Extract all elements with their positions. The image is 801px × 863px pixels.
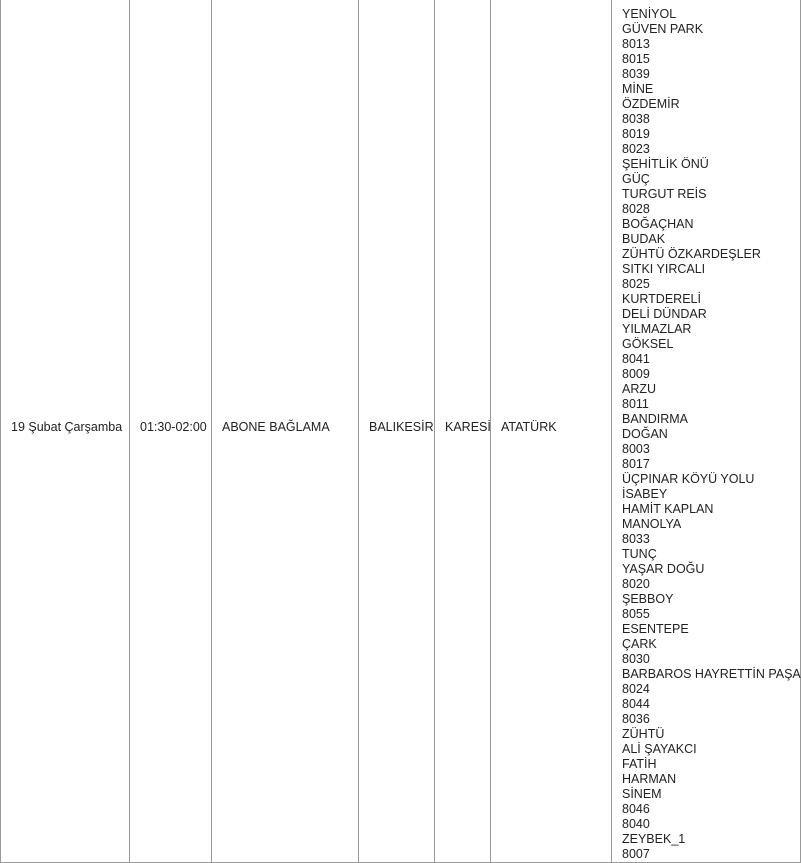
street-item: BARBAROS HAYRETTİN PAŞA	[622, 667, 801, 681]
street-item: ŞEHİTLİK ÖNÜ	[622, 157, 709, 171]
street-item: 8020	[622, 577, 650, 591]
street-item: TUNÇ	[622, 547, 657, 561]
street-item: 8039	[622, 67, 650, 81]
street-item: 8025	[622, 277, 650, 291]
street-item: GÜVEN PARK	[622, 22, 704, 36]
street-item: 8038	[622, 112, 650, 126]
street-item: 8055	[622, 607, 650, 621]
street-item: GÖKSEL	[622, 337, 674, 351]
street-item: ARZU	[622, 382, 657, 396]
street-item: ZEYBEK_1	[622, 832, 686, 846]
street-item: YAŞAR DOĞU	[622, 562, 705, 576]
street-item: 8007	[622, 847, 650, 861]
street-item: 8046	[622, 802, 650, 816]
street-item: TURGUT REİS	[622, 187, 707, 201]
street-item: 8040	[622, 817, 650, 831]
street-item: ÖZDEMİR	[622, 97, 680, 111]
street-item: YILMAZLAR	[622, 322, 692, 336]
street-item: ESENTEPE	[622, 622, 689, 636]
street-item: HARMAN	[622, 772, 677, 786]
street-item: BUDAK	[622, 232, 666, 246]
street-item: 8003	[622, 442, 650, 456]
street-item: ÜÇPINAR KÖYÜ YOLU	[622, 472, 755, 486]
street-item	[622, 0, 800, 7]
street-item: 8009	[622, 367, 650, 381]
street-item: GÜÇ	[622, 172, 650, 186]
street-item: 8019	[622, 127, 650, 141]
table-row	[1, 0, 801, 863]
street-item: DELİ DÜNDAR	[622, 307, 707, 321]
street-item: 8015	[622, 52, 650, 66]
street-item: ALİ ŞAYAKCI	[622, 742, 697, 756]
street-item: YENİYOL	[622, 7, 677, 21]
street-item: BOĞAÇHAN	[622, 217, 694, 231]
street-item: MİNE	[622, 82, 654, 96]
street-item: 8013	[622, 37, 650, 51]
street-item: ZÜHTÜ ÖZKARDEŞLER	[622, 247, 761, 261]
city-cell: BALIKESİR	[359, 0, 435, 863]
street-item: BANDIRMA	[622, 412, 688, 426]
street-item: 8030	[622, 652, 650, 666]
street-item: 8028	[622, 202, 650, 216]
street-item: SITKI YIRCALI	[622, 262, 706, 276]
street-item: ŞEBBOY	[622, 592, 674, 606]
work-type-cell: ABONE BAĞLAMA	[212, 0, 359, 863]
street-item: FATİH	[622, 757, 657, 771]
street-item: 8041	[622, 352, 650, 366]
street-item: 8011	[622, 397, 649, 411]
street-item: ÇARK	[622, 637, 657, 651]
district-cell: KARESİ	[435, 0, 491, 863]
street-item: 8023	[622, 142, 650, 156]
street-item: 8036	[622, 712, 650, 726]
street-item: SİNEM	[622, 787, 662, 801]
street-item: 8033	[622, 532, 650, 546]
street-item: 8044	[622, 697, 650, 711]
date-cell: 19 Şubat Çarşamba	[1, 0, 130, 863]
time-cell: 01:30-02:00	[130, 0, 212, 863]
street-item: İSABEY	[622, 487, 668, 501]
street-item: MANOLYA	[622, 517, 682, 531]
street-item: 8017	[622, 457, 650, 471]
street-item: HAMİT KAPLAN	[622, 502, 714, 516]
street-item: ZÜHTÜ	[622, 727, 665, 741]
neighborhood-cell: ATATÜRK	[491, 0, 612, 863]
street-item: 8024	[622, 682, 650, 696]
street-item: DOĞAN	[622, 427, 668, 441]
street-list	[622, 0, 800, 862]
streets-cell	[612, 0, 801, 863]
street-item: KURTDERELİ	[622, 292, 701, 306]
